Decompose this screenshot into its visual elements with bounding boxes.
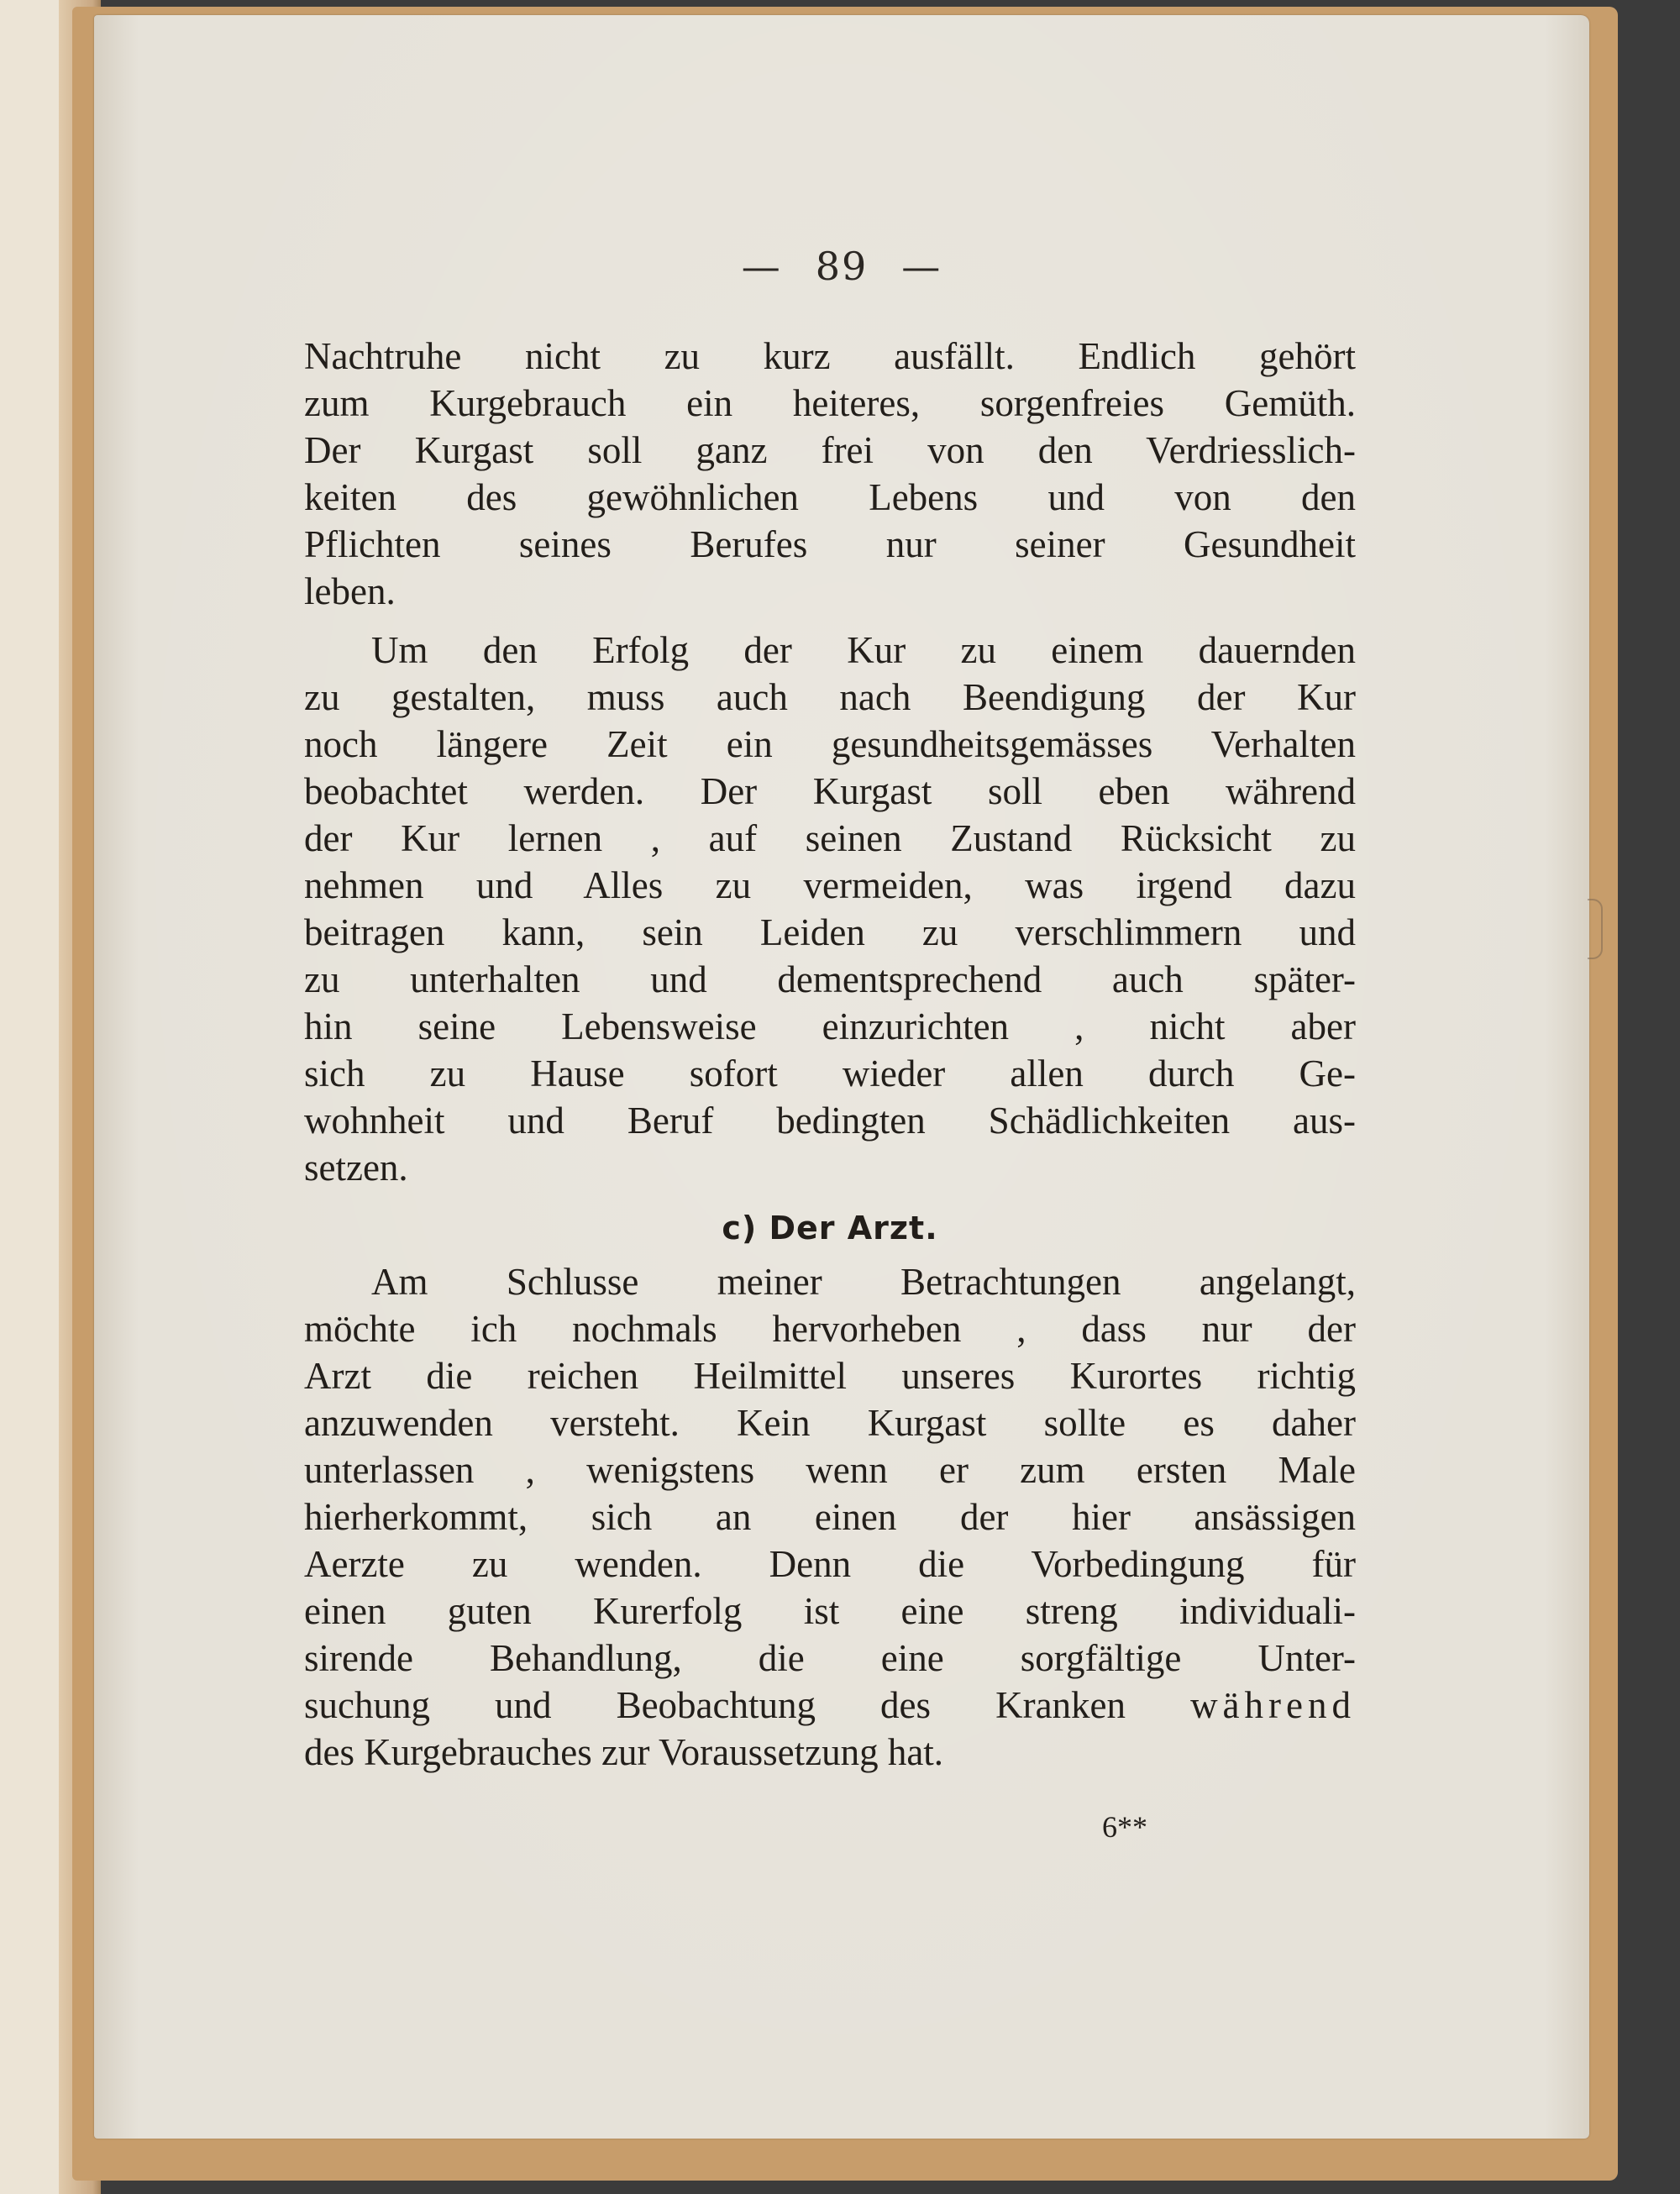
- paragraph-2: [304, 627, 1356, 1191]
- text-line: sirende Behandlung, die eine sorgfältige Unter-: [304, 1637, 1356, 1679]
- text-line: hierherkommt, sich an einen der hier ansässigen: [304, 1496, 1356, 1538]
- text-line: leben.: [304, 570, 396, 612]
- text-line: hin seine Lebensweise einzurichten , nicht aber: [304, 1005, 1356, 1047]
- page-number-header: [94, 244, 1589, 289]
- text-line: beobachtet werden. Der Kurgast soll eben während: [304, 770, 1356, 812]
- paragraph-gap: [304, 615, 1356, 627]
- paragraph-3: [304, 1258, 1356, 1776]
- text-line: Pflichten seines Berufes nur seiner Gesundheit: [304, 523, 1356, 565]
- text-line: Aerzte zu wenden. Denn die Vorbedingung für: [304, 1543, 1356, 1585]
- printer-signature-mark: 6**: [1102, 1810, 1147, 1844]
- text-line: unterlassen , wenigstens wenn er zum ersten Male: [304, 1449, 1356, 1491]
- page-edge-notch: [1588, 899, 1603, 959]
- body-text: [304, 333, 1356, 1776]
- text-line: der Kur lernen , auf seinen Zustand Rücksicht zu: [304, 817, 1356, 859]
- text-line: des Kurgebrauches zur Voraussetzung hat.: [304, 1731, 944, 1773]
- text-line: setzen.: [304, 1147, 408, 1189]
- text-line: anzuwenden versteht. Kein Kurgast sollte es daher: [304, 1402, 1356, 1444]
- text-line: Nachtruhe nicht zu kurz ausfällt. Endlich gehört: [304, 335, 1356, 377]
- text-line: beitragen kann, sein Leiden zu verschlimmern und: [304, 911, 1356, 953]
- text-line: zu unterhalten und dementsprechend auch später-: [304, 958, 1356, 1000]
- text-line: Arzt die reichen Heilmittel unseres Kurortes richtig: [304, 1355, 1356, 1397]
- text-line: zum Kurgebrauch ein heiteres, sorgenfreies Gemüth.: [304, 382, 1356, 424]
- text-line: Am Schlusse meiner Betrachtungen angelangt,: [371, 1261, 1356, 1303]
- folio-dash-right: —: [901, 244, 942, 289]
- text-line: zu gestalten, muss auch nach Beendigung der Kur: [304, 676, 1356, 718]
- text-line-with-emphasis: [304, 1682, 1356, 1729]
- folio-dash-left: —: [741, 244, 782, 289]
- text-segment: suchung und Beobachtung des Kranken: [304, 1684, 1126, 1726]
- text-line: nehmen und Alles zu vermeiden, was irgend dazu: [304, 864, 1356, 906]
- text-line: Um den Erfolg der Kur zu einem dauernden: [371, 629, 1356, 671]
- emphasized-word: während: [1190, 1684, 1356, 1726]
- text-line: keiten des gewöhnlichen Lebens und von den: [304, 476, 1356, 518]
- text-line: sich zu Hause sofort wieder allen durch Ge-: [304, 1052, 1356, 1094]
- text-line: möchte ich nochmals hervorheben , dass nur der: [304, 1308, 1356, 1350]
- text-line: noch längere Zeit ein gesundheitsgemässes Verhalten: [304, 723, 1356, 765]
- text-line: wohnheit und Beruf bedingten Schädlichkeiten aus-: [304, 1100, 1356, 1142]
- text-line: Der Kurgast soll ganz frei von den Verdriesslich-: [304, 429, 1356, 471]
- page-number: 89: [815, 244, 869, 289]
- section-heading: c) Der Arzt.: [722, 1210, 938, 1247]
- text-line: einen guten Kurerfolg ist eine streng individuali-: [304, 1590, 1356, 1632]
- book-page: [94, 15, 1589, 2139]
- paragraph-1: [304, 333, 1356, 615]
